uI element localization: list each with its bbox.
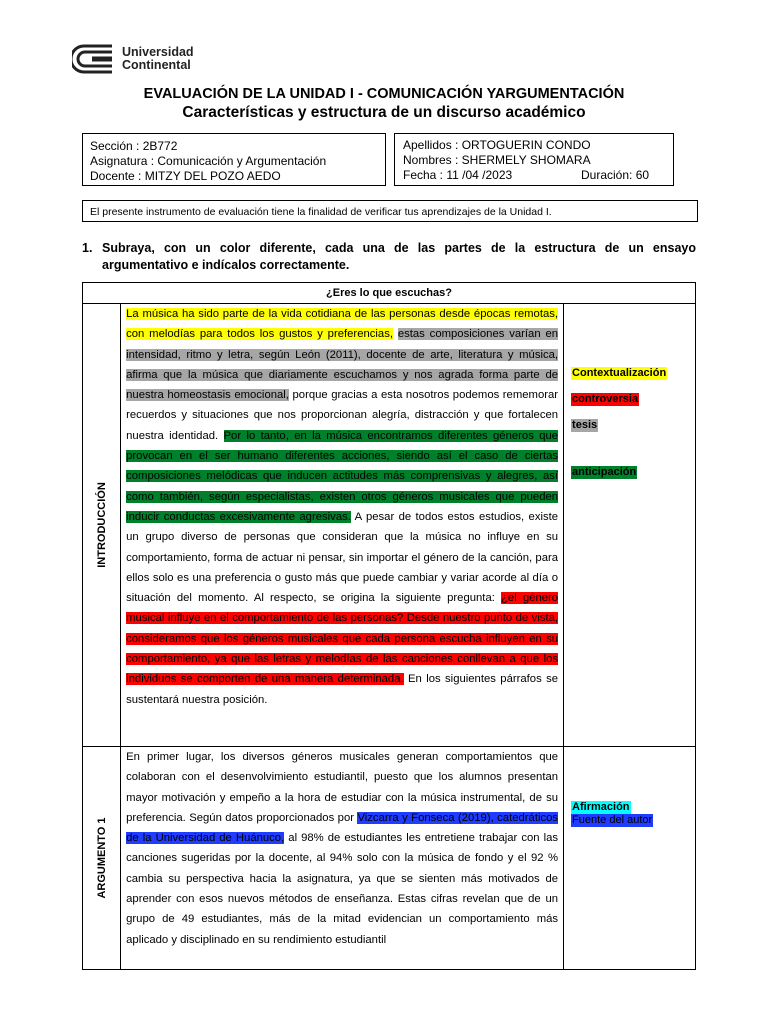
page-subtitle: Características y estructura de un discurso académico bbox=[182, 104, 586, 121]
intro-text-cell bbox=[121, 304, 564, 747]
arg1-plain-2: al 98% de estudiantes les entretiene trabajar con las canciones sugeridas por la docente, al 94% solo con la música de fondo y el 92 % cambia su perspectiva hacia la asignatura, ya que se sienten más motivados de aprender con esos nuevos métodos de enseñanza. Estas cifras revelan que de un grupo de 49 estudiantes, más de la mitad evidencian un comportamiento más aplicado y disciplinado en su rendimiento estudiantil bbox=[126, 832, 559, 946]
intro-label: INTRODUCCIÓN bbox=[95, 482, 108, 568]
logo-text bbox=[122, 46, 194, 72]
page-title: EVALUACIÓN DE LA UNIDAD I - COMUNICACIÓN YARGUMENTACIÓN bbox=[143, 86, 625, 102]
arg1-plain-1: En primer lugar, los diversos géneros musicales generan comportamientos que colaboran con el desenvolvimiento estudiantil, puesto que los alumnos presentan mayor motivación y empeño a la hora de estudiar con la música instrumental, de su preferencia. Según datos proporcionados por bbox=[126, 751, 559, 824]
green-highlight: Por lo tanto, en la música encontramos diferentes géneros que provocan en el ser humano diferentes acciones, siendo así el caso de ciertas composiciones melódicas que inducen actitudes más comprensivas y alegres, así como también, según especialistas, existen otros géneros musicales que pueden inducir conductas excesivamente agresivas. bbox=[126, 429, 559, 523]
logo-line-2: Continental bbox=[122, 58, 191, 72]
nombres-field: Nombres : SHERMELY SHOMARA bbox=[403, 153, 591, 167]
question-number: 1. bbox=[82, 241, 93, 255]
question-text-1: Subraya, con un color diferente, cada una de las partes de la estructura de un ensayo bbox=[102, 241, 696, 255]
student-info-box bbox=[394, 133, 674, 186]
tag-contextualizacion: Contextualización bbox=[572, 367, 667, 379]
tag-controversia: controversia bbox=[572, 393, 639, 405]
tag-afirmacion: Afirmación bbox=[572, 801, 630, 813]
contextualizacion-highlight: La música ha sido parte de la vida cotidiana de las personas desde épocas remotas, con melodías para todos los gustos y preferencias, bbox=[126, 308, 559, 341]
continental-logo-icon bbox=[72, 42, 114, 76]
question-line-1 bbox=[82, 240, 696, 257]
tag-fuente: Fuente del autor bbox=[572, 814, 653, 826]
question-1 bbox=[82, 240, 696, 274]
intro-plain-1: porque gracias a esta nosotros podemos rememorar recuerdos y situaciones que nos proporcionan alegría, distracción y que fortalecen nuestra identidad. bbox=[126, 389, 559, 442]
arg1-label-cell bbox=[83, 747, 121, 970]
arg1-text-cell bbox=[121, 747, 564, 970]
intro-plain-3: En los siguientes párrafos se sustentará nuestra posición. bbox=[126, 673, 559, 706]
tag-anticipacion: anticipación bbox=[572, 466, 637, 478]
essay-table bbox=[82, 282, 696, 970]
source-highlight: Vizcarra y Fonseca (2019), catedráticos de la Universidad de Huánuco, bbox=[126, 811, 559, 845]
intro-paragraph bbox=[126, 304, 558, 710]
course-info-box bbox=[82, 133, 386, 186]
duracion-field: Duración: 60 bbox=[581, 168, 650, 182]
arg1-row bbox=[83, 747, 696, 970]
essay-title: ¿Eres lo que escuchas? bbox=[83, 283, 696, 304]
logo-line-1: Universidad bbox=[122, 45, 194, 59]
arg1-tags-cell bbox=[564, 747, 696, 970]
red-highlight: ¿el género musical influye en el comportamiento de las personas? Desde nuestro punto de vista, consideramos que los géneros musicales que cada persona escucha influyen en su comportamiento, ya que las letras y melodías de las canciones conllevan a que los individuos se comporten de una manera determinada. bbox=[126, 592, 559, 686]
gray-highlight: estas composiciones varían en intensidad, ritmo y letra, según León (2011), docente de arte, literatura y música, afirma que la música que diariamente escuchamos y nos agrada forma parte de nuestra homeostasis emocional, bbox=[126, 328, 559, 402]
seccion-field: Sección : 2B772 bbox=[90, 139, 178, 153]
arg1-label: ARGUMENTO 1 bbox=[95, 817, 108, 899]
docente-field: Docente : MITZY DEL POZO AEDO bbox=[90, 169, 281, 183]
intro-row bbox=[83, 304, 696, 747]
intro-plain-2: A pesar de todos estos estudios, existe un grupo diverso de personas que consideran que la música no influye en su comportamiento, forma de actuar ni pensar, sin importar el género de la canción, para ellos solo es una preferencia o gusto más que puede cambiar y variar acorde al día o situación del momento. Al respecto, se origina la siguiente pregunta: bbox=[126, 510, 559, 605]
apellidos-field: Apellidos : ORTOGUERIN CONDO bbox=[403, 138, 591, 152]
tag-tesis: tesis bbox=[572, 419, 598, 431]
university-logo bbox=[72, 42, 194, 76]
essay-title-row bbox=[83, 283, 696, 304]
asignatura-field: Asignatura : Comunicación y Argumentación bbox=[90, 154, 327, 168]
intro-tags-cell bbox=[564, 304, 696, 747]
fecha-field: Fecha : 11 /04 /2023 bbox=[403, 168, 513, 182]
intro-label-cell bbox=[83, 304, 121, 747]
notice-box: El presente instrumento de evaluación tiene la finalidad de verificar tus aprendizajes de la Unidad I. bbox=[82, 200, 698, 222]
question-line-2: argumentativo e indícalos correctamente. bbox=[102, 258, 350, 272]
arg1-paragraph bbox=[126, 747, 558, 950]
